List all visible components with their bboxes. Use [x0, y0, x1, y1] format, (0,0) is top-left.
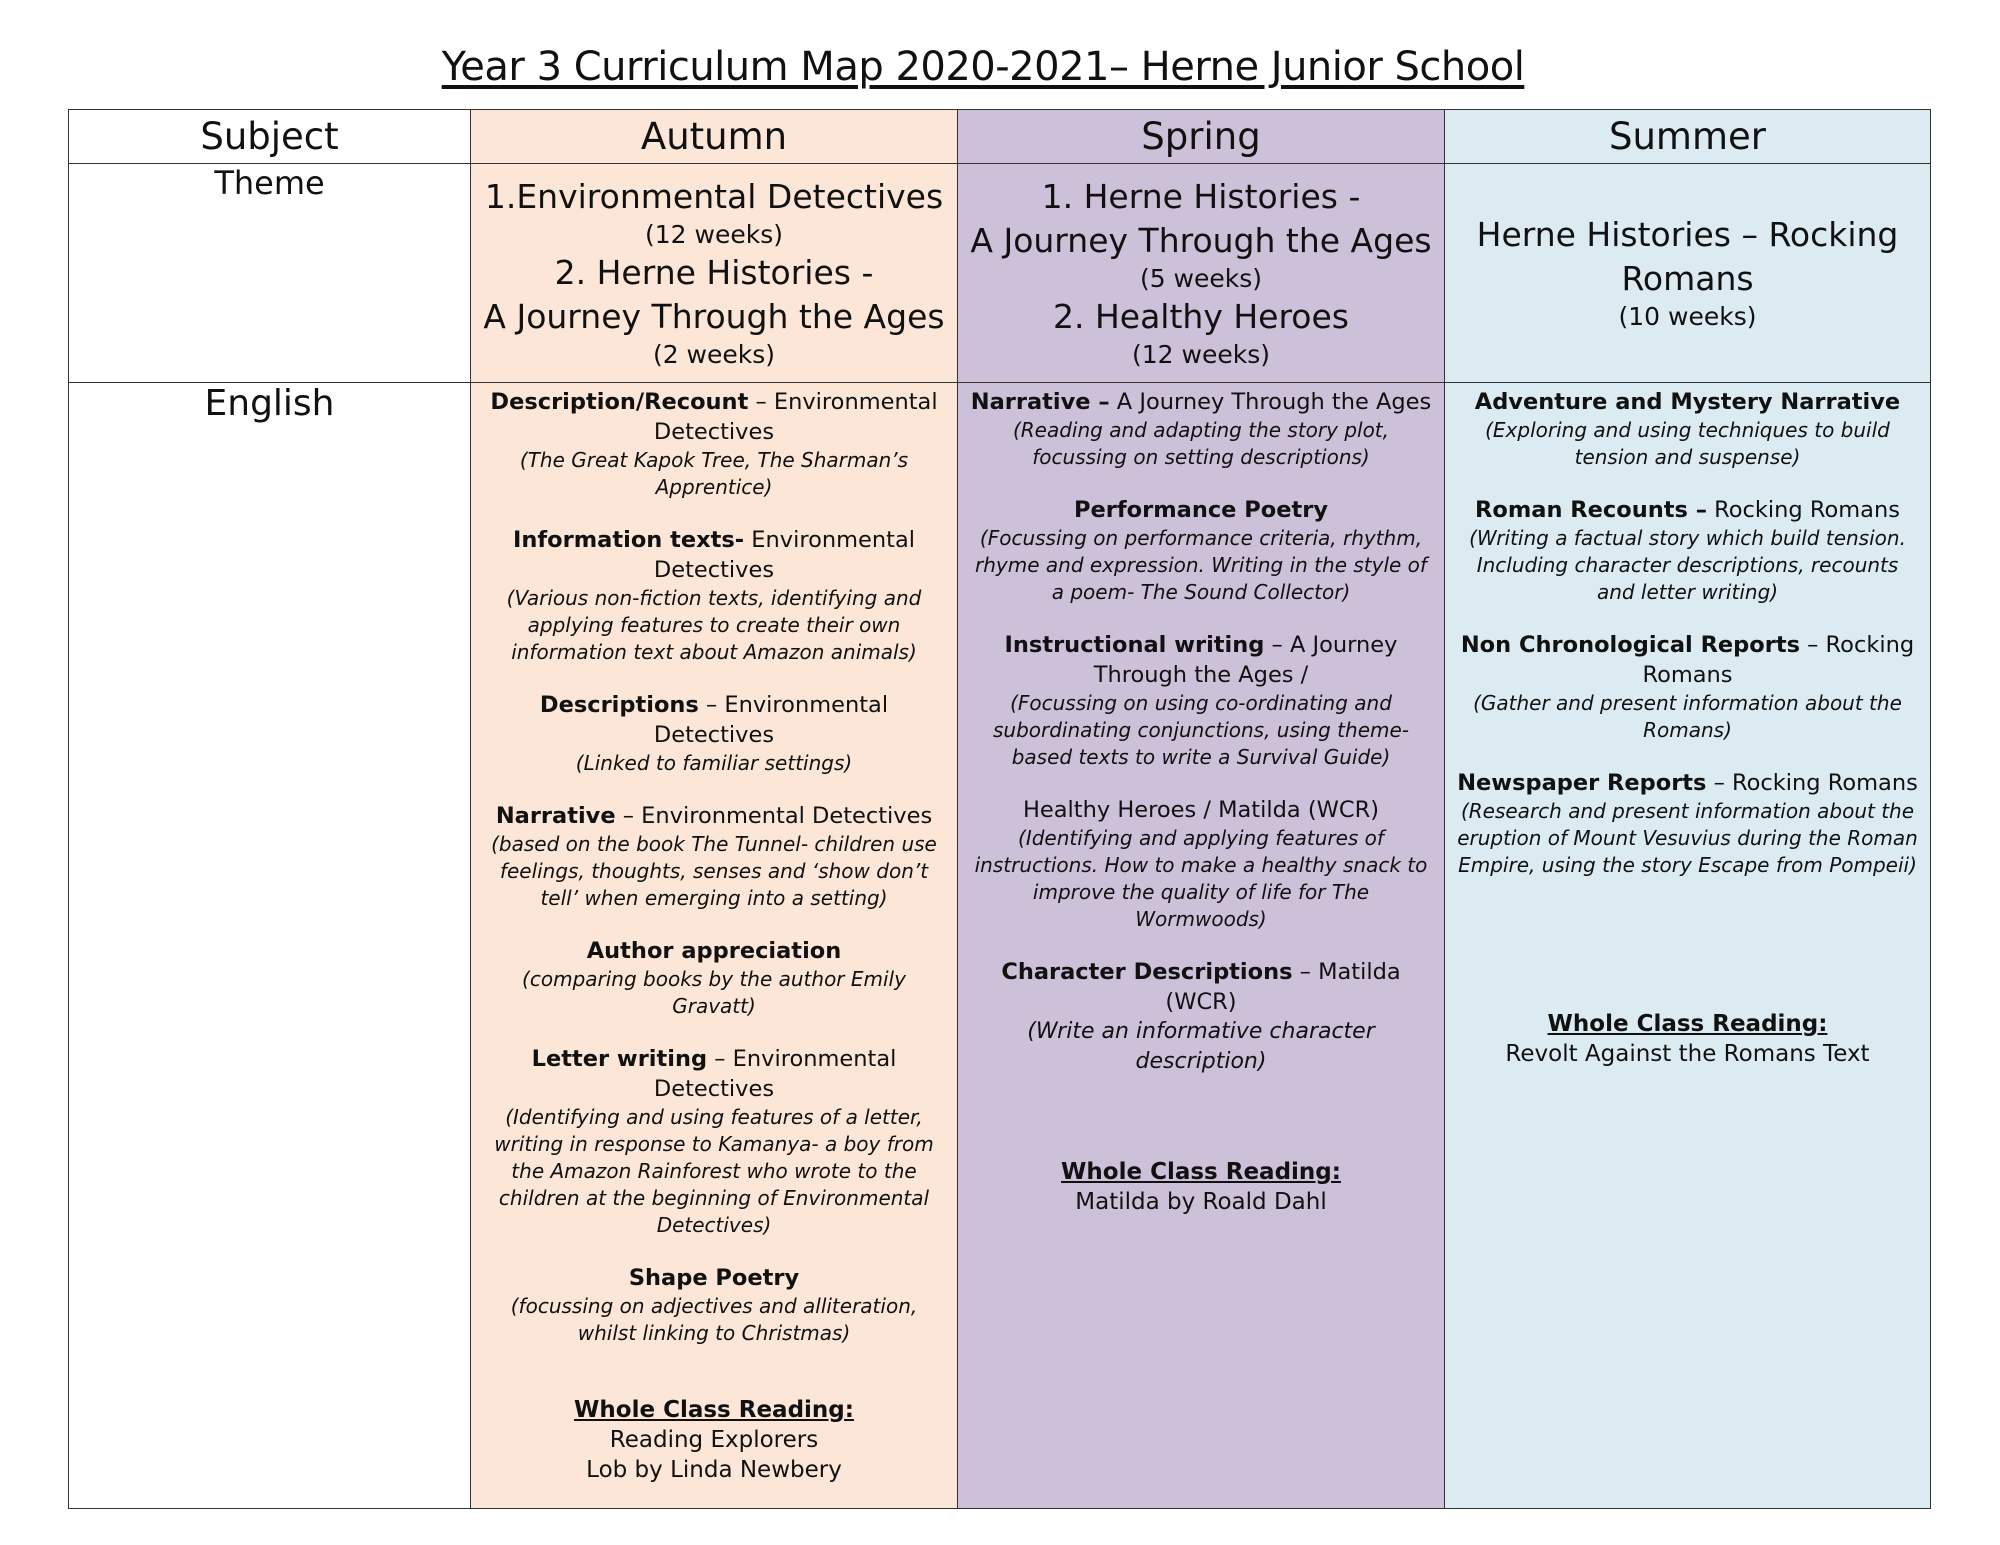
- unit-note: (comparing books by the author Emily Gravatt): [522, 967, 906, 1018]
- whole-class-reading-label: Whole Class Reading:: [574, 1397, 854, 1423]
- unit-topic: A Journey Through the Ages: [1109, 389, 1432, 415]
- unit: [483, 936, 945, 1020]
- theme-weeks: (10 weeks): [1618, 302, 1757, 331]
- unit-topic: – Environmental Detectives: [653, 389, 938, 445]
- unit: [970, 957, 1432, 1077]
- unit: [970, 495, 1432, 606]
- theme-row: [69, 164, 1931, 383]
- unit-note: (The Great Kapok Tree, The Sharman’s Apprentice): [519, 448, 909, 499]
- unit-topic: Environmental Detectives: [653, 527, 915, 583]
- unit-note: (Writing a factual story which build tension. Including character descriptions, recounts and letter writing): [1469, 526, 1906, 604]
- header-summer: Summer: [1445, 110, 1931, 164]
- unit-title: Roman Recounts –: [1475, 497, 1707, 523]
- english-label: English: [69, 383, 471, 1509]
- unit-note: (Research and present information about the eruption of Mount Vesuvius during the Roman Empire, using the story Escape from Pompeii): [1457, 799, 1918, 877]
- unit: [483, 387, 945, 501]
- unit-title: Shape Poetry: [628, 1265, 800, 1291]
- unit: [970, 795, 1432, 933]
- whole-class-reading-text: Matilda by Roald Dahl: [1075, 1189, 1327, 1215]
- theme-title: 1. Herne Histories -: [1041, 177, 1361, 216]
- unit-topic: Rocking Romans: [1706, 497, 1900, 523]
- unit-topic: – Rocking Romans: [1642, 632, 1915, 688]
- unit: [1457, 630, 1918, 744]
- unit-topic: – Matilda (WCR): [1165, 959, 1401, 1015]
- theme-title: 2. Herne Histories -: [554, 253, 874, 292]
- unit-note: (Focussing on using co-ordinating and subordinating conjunctions, using theme-based texts to write a Survival Guide): [992, 691, 1410, 769]
- unit-note: (focussing on adjectives and alliteration, whilst linking to Christmas): [510, 1294, 918, 1345]
- theme-title: Romans: [1621, 259, 1754, 298]
- unit-note: (Various non-fiction texts, identifying and applying features to create their own information text about Amazon animals): [506, 586, 922, 664]
- unit-topic: Healthy Heroes / Matilda (WCR): [1023, 797, 1379, 823]
- theme-weeks: (12 weeks): [645, 220, 783, 249]
- theme-weeks: (2 weeks): [652, 340, 776, 369]
- unit-topic: – A Journey Through the Ages /: [1093, 632, 1398, 688]
- unit: [1457, 768, 1918, 879]
- unit: [970, 630, 1432, 771]
- unit-topic: – Environmental Detectives: [653, 692, 889, 748]
- unit-title: Descriptions: [539, 692, 699, 718]
- unit-title: Letter writing: [531, 1046, 708, 1072]
- english-autumn: [471, 383, 958, 1509]
- page-title: Year 3 Curriculum Map 2020-2021– Herne Junior School: [441, 44, 1525, 90]
- whole-class-reading-label: Whole Class Reading:: [1061, 1159, 1341, 1185]
- theme-label: Theme: [69, 164, 471, 383]
- unit-title: Information texts-: [512, 527, 745, 553]
- unit-topic: – Rocking Romans: [1706, 770, 1918, 796]
- unit-note: (Reading and adapting the story plot, focussing on setting descriptions): [1012, 418, 1390, 469]
- unit-note: (Gather and present information about the Romans): [1473, 691, 1902, 742]
- unit-title: Character Descriptions: [1001, 959, 1293, 985]
- unit: [1457, 387, 1918, 471]
- theme-title: 2. Healthy Heroes: [1052, 297, 1349, 336]
- header-autumn: Autumn: [471, 110, 958, 164]
- unit-title: Narrative –: [970, 389, 1110, 415]
- unit: [970, 387, 1432, 471]
- theme-weeks: (5 weeks): [1139, 264, 1263, 293]
- unit-topic: – Environmental Detectives: [653, 1046, 897, 1102]
- header-subject: Subject: [69, 110, 471, 164]
- theme-title: A Journey Through the Ages: [483, 297, 945, 336]
- theme-autumn: [471, 164, 958, 383]
- unit: [483, 690, 945, 777]
- theme-spring: [958, 164, 1445, 383]
- curriculum-table: [68, 109, 1931, 1509]
- unit-note: (based on the book The Tunnel- children use feelings, thoughts, senses and ‘show don’t tell’ when emerging into a setting): [491, 832, 937, 910]
- unit-title: Description/Recount: [490, 389, 749, 415]
- unit-note: (Linked to familiar settings): [575, 751, 853, 775]
- unit-topic: – Environmental Detectives: [615, 803, 933, 829]
- header-row: [69, 110, 1931, 164]
- unit: [1457, 495, 1918, 606]
- whole-class-reading-text: Lob by Linda Newbery: [586, 1457, 842, 1483]
- whole-class-reading-text: Reading Explorers: [609, 1427, 819, 1453]
- unit-note: (Identifying and applying features of instructions. How to make a healthy snack to improve the quality of life for The Wormwoods): [974, 826, 1428, 931]
- unit-title: Author appreciation: [586, 938, 842, 964]
- header-spring: Spring: [958, 110, 1445, 164]
- unit: [483, 1044, 945, 1239]
- unit: [483, 1263, 945, 1347]
- whole-class-reading-text: Revolt Against the Romans Text: [1505, 1041, 1870, 1067]
- english-row: [69, 383, 1931, 1509]
- unit-note: (Exploring and using techniques to build tension and suspense): [1485, 418, 1890, 469]
- unit-title: Performance Poetry: [1074, 497, 1328, 523]
- unit-title: Non Chronological Reports: [1460, 632, 1800, 658]
- theme-summer: [1445, 164, 1931, 383]
- unit-title: Instructional writing: [1004, 632, 1265, 658]
- unit: [483, 801, 945, 912]
- unit-title: Newspaper Reports: [1457, 770, 1707, 796]
- unit-title: Narrative: [495, 803, 616, 829]
- theme-title: A Journey Through the Ages: [970, 221, 1432, 260]
- english-spring: [958, 383, 1445, 1509]
- theme-title: 1.Environmental Detectives: [484, 177, 944, 216]
- unit-note: (Focussing on performance criteria, rhythm, rhyme and expression. Writing in the style of a poem- The Sound Collector): [975, 526, 1427, 604]
- whole-class-reading-label: Whole Class Reading:: [1547, 1011, 1828, 1037]
- unit: [483, 525, 945, 666]
- unit-title: Adventure and Mystery Narrative: [1474, 389, 1901, 415]
- english-summer: [1445, 383, 1931, 1509]
- unit-note: (Identifying and using features of a letter, writing in response to Kamanya- a boy from the Amazon Rainforest who wrote to the children at the beginning of Environmental Detectives): [494, 1105, 934, 1237]
- unit-note: (Write an informative character description): [1027, 1019, 1375, 1074]
- theme-weeks: (12 weeks): [1132, 340, 1270, 369]
- theme-title: Herne Histories – Rocking: [1476, 215, 1899, 254]
